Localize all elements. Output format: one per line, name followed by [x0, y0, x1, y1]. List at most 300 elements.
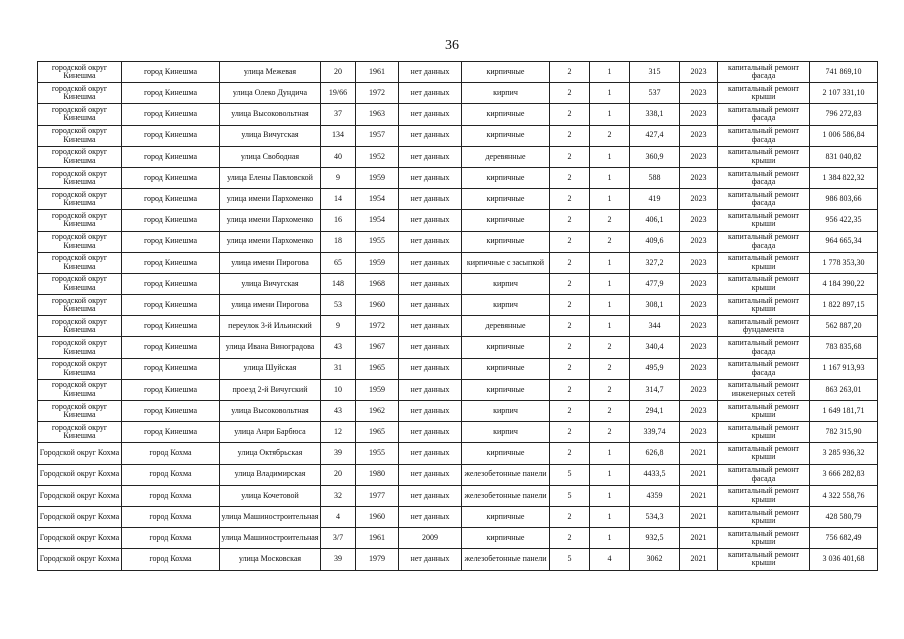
entrances-cell: 1 — [590, 528, 630, 549]
entrances-cell: 1 — [590, 295, 630, 316]
entrances-cell: 2 — [590, 379, 630, 400]
municipality-cell: городской округ Кинешма — [38, 167, 122, 188]
floors-cell: 2 — [550, 401, 590, 422]
settlement-cell: город Кинешма — [122, 252, 220, 273]
cost-cell: 863 263,01 — [810, 379, 878, 400]
year-built-cell: 1960 — [356, 506, 399, 527]
table-row — [38, 528, 878, 549]
wall-material-cell: кирпичные — [462, 506, 550, 527]
cost-cell: 1 822 897,15 — [810, 295, 878, 316]
floors-cell: 2 — [550, 506, 590, 527]
work-type-cell: капитальный ремонт крыши — [718, 273, 810, 294]
street-cell: улица Шуйская — [220, 358, 321, 379]
work-type-cell: капитальный ремонт фасада — [718, 167, 810, 188]
year-built-cell: 1955 — [356, 443, 399, 464]
year-built-cell: 1980 — [356, 464, 399, 485]
area-cell: 409,6 — [630, 231, 680, 252]
cost-cell: 796 272,83 — [810, 104, 878, 125]
wall-material-cell: железобетонные панели — [462, 464, 550, 485]
work-type-cell: капитальный ремонт фасада — [718, 337, 810, 358]
municipality-cell: городской округ Кинешма — [38, 231, 122, 252]
table-row — [38, 273, 878, 294]
floors-cell: 2 — [550, 273, 590, 294]
street-cell: переулок 3-й Ильинский — [220, 316, 321, 337]
plan-year-cell: 2023 — [680, 146, 718, 167]
year-built-cell: 1968 — [356, 273, 399, 294]
plan-year-cell: 2021 — [680, 464, 718, 485]
settlement-cell: город Кинешма — [122, 379, 220, 400]
last-repair-year-cell: нет данных — [399, 379, 462, 400]
municipality-cell: городской округ Кинешма — [38, 422, 122, 443]
plan-year-cell: 2021 — [680, 485, 718, 506]
plan-year-cell: 2021 — [680, 443, 718, 464]
work-type-cell: капитальный ремонт крыши — [718, 549, 810, 570]
wall-material-cell: кирпич — [462, 83, 550, 104]
settlement-cell: город Кохма — [122, 464, 220, 485]
floors-cell: 2 — [550, 422, 590, 443]
year-built-cell: 1961 — [356, 528, 399, 549]
floors-cell: 2 — [550, 379, 590, 400]
wall-material-cell: кирпичные — [462, 104, 550, 125]
floors-cell: 2 — [550, 167, 590, 188]
settlement-cell: город Кохма — [122, 443, 220, 464]
cost-cell: 741 869,10 — [810, 62, 878, 83]
entrances-cell: 1 — [590, 485, 630, 506]
settlement-cell: город Кинешма — [122, 62, 220, 83]
cost-cell: 831 040,82 — [810, 146, 878, 167]
last-repair-year-cell: нет данных — [399, 252, 462, 273]
table-row — [38, 379, 878, 400]
floors-cell: 2 — [550, 125, 590, 146]
floors-cell: 2 — [550, 146, 590, 167]
municipality-cell: Городской округ Кохма — [38, 528, 122, 549]
street-cell: улица имени Пирогова — [220, 252, 321, 273]
street-cell: улица Ивана Виноградова — [220, 337, 321, 358]
house-number-cell: 4 — [321, 506, 356, 527]
entrances-cell: 1 — [590, 167, 630, 188]
house-number-cell: 9 — [321, 316, 356, 337]
settlement-cell: город Кохма — [122, 506, 220, 527]
entrances-cell: 1 — [590, 316, 630, 337]
year-built-cell: 1965 — [356, 358, 399, 379]
house-number-cell: 14 — [321, 189, 356, 210]
area-cell: 495,9 — [630, 358, 680, 379]
settlement-cell: город Кинешма — [122, 316, 220, 337]
table-row — [38, 358, 878, 379]
year-built-cell: 1962 — [356, 401, 399, 422]
wall-material-cell: железобетонные панели — [462, 485, 550, 506]
floors-cell: 2 — [550, 528, 590, 549]
area-cell: 427,4 — [630, 125, 680, 146]
table-row — [38, 337, 878, 358]
house-number-cell: 20 — [321, 464, 356, 485]
cost-cell: 1 649 181,71 — [810, 401, 878, 422]
last-repair-year-cell: нет данных — [399, 443, 462, 464]
street-cell: проезд 2-й Вичугский — [220, 379, 321, 400]
table-row — [38, 464, 878, 485]
municipality-cell: Городской округ Кохма — [38, 549, 122, 570]
house-number-cell: 9 — [321, 167, 356, 188]
wall-material-cell: железобетонные панели — [462, 549, 550, 570]
area-cell: 419 — [630, 189, 680, 210]
floors-cell: 5 — [550, 549, 590, 570]
municipality-cell: городской округ Кинешма — [38, 62, 122, 83]
last-repair-year-cell: нет данных — [399, 167, 462, 188]
house-number-cell: 19/66 — [321, 83, 356, 104]
last-repair-year-cell: нет данных — [399, 485, 462, 506]
floors-cell: 2 — [550, 316, 590, 337]
last-repair-year-cell: нет данных — [399, 316, 462, 337]
street-cell: улица Машиностроительная — [220, 528, 321, 549]
work-type-cell: капитальный ремонт фасада — [718, 104, 810, 125]
year-built-cell: 1954 — [356, 189, 399, 210]
cost-cell: 986 803,66 — [810, 189, 878, 210]
last-repair-year-cell: нет данных — [399, 104, 462, 125]
page-number: 36 — [445, 38, 459, 53]
wall-material-cell: кирпичные — [462, 167, 550, 188]
municipality-cell: городской округ Кинешма — [38, 146, 122, 167]
settlement-cell: город Кинешма — [122, 83, 220, 104]
street-cell: улица Межевая — [220, 62, 321, 83]
settlement-cell: город Кинешма — [122, 210, 220, 231]
table-row — [38, 252, 878, 273]
house-number-cell: 65 — [321, 252, 356, 273]
settlement-cell: город Кинешма — [122, 167, 220, 188]
last-repair-year-cell: нет данных — [399, 231, 462, 252]
entrances-cell: 1 — [590, 273, 630, 294]
last-repair-year-cell: нет данных — [399, 358, 462, 379]
house-number-cell: 39 — [321, 443, 356, 464]
settlement-cell: город Кинешма — [122, 146, 220, 167]
area-cell: 932,5 — [630, 528, 680, 549]
plan-year-cell: 2023 — [680, 295, 718, 316]
settlement-cell: город Кинешма — [122, 422, 220, 443]
entrances-cell: 2 — [590, 231, 630, 252]
plan-year-cell: 2023 — [680, 358, 718, 379]
municipality-cell: городской округ Кинешма — [38, 189, 122, 210]
area-cell: 626,8 — [630, 443, 680, 464]
plan-year-cell: 2021 — [680, 506, 718, 527]
municipality-cell: городской округ Кинешма — [38, 210, 122, 231]
wall-material-cell: кирпичные — [462, 443, 550, 464]
street-cell: улица Владимирская — [220, 464, 321, 485]
area-cell: 4359 — [630, 485, 680, 506]
cost-cell: 4 322 558,76 — [810, 485, 878, 506]
area-cell: 537 — [630, 83, 680, 104]
work-type-cell: капитальный ремонт крыши — [718, 485, 810, 506]
table-row — [38, 422, 878, 443]
plan-year-cell: 2023 — [680, 273, 718, 294]
table-body — [38, 62, 878, 571]
house-number-cell: 18 — [321, 231, 356, 252]
cost-cell: 1 384 822,32 — [810, 167, 878, 188]
wall-material-cell: кирпичные — [462, 231, 550, 252]
municipality-cell: Городской округ Кохма — [38, 443, 122, 464]
cost-cell: 4 184 390,22 — [810, 273, 878, 294]
area-cell: 294,1 — [630, 401, 680, 422]
last-repair-year-cell: нет данных — [399, 210, 462, 231]
area-cell: 477,9 — [630, 273, 680, 294]
work-type-cell: капитальный ремонт фасада — [718, 189, 810, 210]
cost-cell: 3 036 401,68 — [810, 549, 878, 570]
settlement-cell: город Кинешма — [122, 273, 220, 294]
table-row — [38, 443, 878, 464]
street-cell: улица Свободная — [220, 146, 321, 167]
wall-material-cell: кирпичные — [462, 337, 550, 358]
table-row — [38, 167, 878, 188]
last-repair-year-cell: нет данных — [399, 337, 462, 358]
table-row — [38, 146, 878, 167]
work-type-cell: капитальный ремонт крыши — [718, 210, 810, 231]
street-cell: улица Московская — [220, 549, 321, 570]
entrances-cell: 1 — [590, 146, 630, 167]
wall-material-cell: кирпичные — [462, 358, 550, 379]
last-repair-year-cell: нет данных — [399, 146, 462, 167]
settlement-cell: город Кинешма — [122, 231, 220, 252]
floors-cell: 2 — [550, 337, 590, 358]
house-number-cell: 40 — [321, 146, 356, 167]
municipality-cell: городской округ Кинешма — [38, 252, 122, 273]
floors-cell: 2 — [550, 210, 590, 231]
entrances-cell: 1 — [590, 83, 630, 104]
entrances-cell: 2 — [590, 422, 630, 443]
last-repair-year-cell: 2009 — [399, 528, 462, 549]
house-number-cell: 39 — [321, 549, 356, 570]
wall-material-cell: кирпичные — [462, 189, 550, 210]
plan-year-cell: 2023 — [680, 252, 718, 273]
street-cell: улица Высоковольтная — [220, 104, 321, 125]
house-number-cell: 32 — [321, 485, 356, 506]
plan-year-cell: 2023 — [680, 62, 718, 83]
work-type-cell: капитальный ремонт крыши — [718, 422, 810, 443]
plan-year-cell: 2023 — [680, 422, 718, 443]
plan-year-cell: 2023 — [680, 379, 718, 400]
year-built-cell: 1959 — [356, 252, 399, 273]
area-cell: 314,7 — [630, 379, 680, 400]
wall-material-cell: кирпичные — [462, 528, 550, 549]
house-number-cell: 37 — [321, 104, 356, 125]
cost-cell: 756 682,49 — [810, 528, 878, 549]
entrances-cell: 2 — [590, 210, 630, 231]
table-row — [38, 485, 878, 506]
plan-year-cell: 2023 — [680, 167, 718, 188]
street-cell: улица имени Пархоменко — [220, 231, 321, 252]
municipality-cell: городской округ Кинешма — [38, 358, 122, 379]
plan-year-cell: 2023 — [680, 83, 718, 104]
street-cell: улица имени Пархоменко — [220, 189, 321, 210]
cost-cell: 428 580,79 — [810, 506, 878, 527]
street-cell: улица имени Пирогова — [220, 295, 321, 316]
plan-year-cell: 2023 — [680, 210, 718, 231]
work-type-cell: капитальный ремонт крыши — [718, 252, 810, 273]
entrances-cell: 4 — [590, 549, 630, 570]
entrances-cell: 2 — [590, 401, 630, 422]
street-cell: улица Октябрьская — [220, 443, 321, 464]
area-cell: 338,1 — [630, 104, 680, 125]
entrances-cell: 2 — [590, 125, 630, 146]
year-built-cell: 1957 — [356, 125, 399, 146]
wall-material-cell: кирпичные — [462, 62, 550, 83]
wall-material-cell: деревянные — [462, 146, 550, 167]
settlement-cell: город Кинешма — [122, 358, 220, 379]
plan-year-cell: 2023 — [680, 316, 718, 337]
wall-material-cell: кирпичные — [462, 125, 550, 146]
year-built-cell: 1952 — [356, 146, 399, 167]
cost-cell: 783 835,68 — [810, 337, 878, 358]
area-cell: 344 — [630, 316, 680, 337]
street-cell: улица Вичугская — [220, 273, 321, 294]
table-row — [38, 295, 878, 316]
year-built-cell: 1954 — [356, 210, 399, 231]
floors-cell: 5 — [550, 485, 590, 506]
municipality-cell: городской округ Кинешма — [38, 104, 122, 125]
last-repair-year-cell: нет данных — [399, 549, 462, 570]
area-cell: 339,74 — [630, 422, 680, 443]
year-built-cell: 1959 — [356, 379, 399, 400]
last-repair-year-cell: нет данных — [399, 125, 462, 146]
cost-cell: 3 285 936,32 — [810, 443, 878, 464]
settlement-cell: город Кинешма — [122, 295, 220, 316]
floors-cell: 2 — [550, 83, 590, 104]
work-type-cell: капитальный ремонт крыши — [718, 83, 810, 104]
street-cell: улица Вичугская — [220, 125, 321, 146]
settlement-cell: город Кинешма — [122, 104, 220, 125]
street-cell: улица имени Пархоменко — [220, 210, 321, 231]
floors-cell: 2 — [550, 62, 590, 83]
settlement-cell: город Кохма — [122, 528, 220, 549]
entrances-cell: 2 — [590, 337, 630, 358]
house-number-cell: 12 — [321, 422, 356, 443]
last-repair-year-cell: нет данных — [399, 62, 462, 83]
work-type-cell: капитальный ремонт фасада — [718, 231, 810, 252]
floors-cell: 2 — [550, 252, 590, 273]
street-cell: улица Машиностроительная — [220, 506, 321, 527]
house-number-cell: 31 — [321, 358, 356, 379]
table-row — [38, 104, 878, 125]
entrances-cell: 1 — [590, 252, 630, 273]
wall-material-cell: деревянные — [462, 316, 550, 337]
house-number-cell: 43 — [321, 401, 356, 422]
settlement-cell: город Кинешма — [122, 337, 220, 358]
plan-year-cell: 2023 — [680, 231, 718, 252]
settlement-cell: город Кинешма — [122, 125, 220, 146]
house-number-cell: 10 — [321, 379, 356, 400]
table-row — [38, 401, 878, 422]
municipality-cell: городской округ Кинешма — [38, 379, 122, 400]
work-type-cell: капитальный ремонт фасада — [718, 464, 810, 485]
cost-cell: 3 666 282,83 — [810, 464, 878, 485]
year-built-cell: 1977 — [356, 485, 399, 506]
municipality-cell: городской округ Кинешма — [38, 295, 122, 316]
house-number-cell: 20 — [321, 62, 356, 83]
floors-cell: 2 — [550, 443, 590, 464]
work-type-cell: капитальный ремонт инженерных сетей — [718, 379, 810, 400]
floors-cell: 2 — [550, 295, 590, 316]
area-cell: 4433,5 — [630, 464, 680, 485]
municipality-cell: Городской округ Кохма — [38, 485, 122, 506]
last-repair-year-cell: нет данных — [399, 506, 462, 527]
street-cell: улица Олеко Дундича — [220, 83, 321, 104]
cost-cell: 956 422,35 — [810, 210, 878, 231]
street-cell: улица Кочетовой — [220, 485, 321, 506]
last-repair-year-cell: нет данных — [399, 83, 462, 104]
work-type-cell: капитальный ремонт фасада — [718, 62, 810, 83]
wall-material-cell: кирпич — [462, 422, 550, 443]
table-row — [38, 125, 878, 146]
municipality-cell: городской округ Кинешма — [38, 316, 122, 337]
floors-cell: 2 — [550, 189, 590, 210]
cost-cell: 1 167 913,93 — [810, 358, 878, 379]
work-type-cell: капитальный ремонт крыши — [718, 401, 810, 422]
floors-cell: 2 — [550, 358, 590, 379]
municipality-cell: Городской округ Кохма — [38, 464, 122, 485]
table-row — [38, 506, 878, 527]
table-row — [38, 189, 878, 210]
house-number-cell: 3/7 — [321, 528, 356, 549]
municipality-cell: городской округ Кинешма — [38, 125, 122, 146]
municipality-cell: городской округ Кинешма — [38, 83, 122, 104]
table-row — [38, 316, 878, 337]
entrances-cell: 1 — [590, 506, 630, 527]
table-row — [38, 231, 878, 252]
table-row — [38, 549, 878, 570]
plan-year-cell: 2021 — [680, 528, 718, 549]
entrances-cell: 1 — [590, 443, 630, 464]
entrances-cell: 1 — [590, 104, 630, 125]
year-built-cell: 1955 — [356, 231, 399, 252]
work-type-cell: капитальный ремонт крыши — [718, 146, 810, 167]
entrances-cell: 1 — [590, 189, 630, 210]
area-cell: 340,4 — [630, 337, 680, 358]
table-row — [38, 83, 878, 104]
last-repair-year-cell: нет данных — [399, 273, 462, 294]
area-cell: 315 — [630, 62, 680, 83]
settlement-cell: город Кохма — [122, 549, 220, 570]
area-cell: 308,1 — [630, 295, 680, 316]
area-cell: 534,3 — [630, 506, 680, 527]
wall-material-cell: кирпич — [462, 273, 550, 294]
work-type-cell: капитальный ремонт крыши — [718, 295, 810, 316]
plan-year-cell: 2021 — [680, 549, 718, 570]
plan-year-cell: 2023 — [680, 104, 718, 125]
house-number-cell: 43 — [321, 337, 356, 358]
year-built-cell: 1965 — [356, 422, 399, 443]
entrances-cell: 1 — [590, 62, 630, 83]
street-cell: улица Высоковольтная — [220, 401, 321, 422]
settlement-cell: город Кохма — [122, 485, 220, 506]
work-type-cell: капитальный ремонт фасада — [718, 358, 810, 379]
area-cell: 327,2 — [630, 252, 680, 273]
cost-cell: 2 107 331,10 — [810, 83, 878, 104]
last-repair-year-cell: нет данных — [399, 422, 462, 443]
municipality-cell: Городской округ Кохма — [38, 506, 122, 527]
area-cell: 588 — [630, 167, 680, 188]
area-cell: 406,1 — [630, 210, 680, 231]
floors-cell: 2 — [550, 104, 590, 125]
entrances-cell: 1 — [590, 464, 630, 485]
municipality-cell: городской округ Кинешма — [38, 273, 122, 294]
last-repair-year-cell: нет данных — [399, 295, 462, 316]
work-type-cell: капитальный ремонт крыши — [718, 506, 810, 527]
plan-year-cell: 2023 — [680, 401, 718, 422]
house-number-cell: 53 — [321, 295, 356, 316]
wall-material-cell: кирпичные с засыпкой — [462, 252, 550, 273]
house-number-cell: 148 — [321, 273, 356, 294]
work-type-cell: капитальный ремонт крыши — [718, 528, 810, 549]
work-type-cell: капитальный ремонт фундамента — [718, 316, 810, 337]
table-row — [38, 62, 878, 83]
year-built-cell: 1967 — [356, 337, 399, 358]
